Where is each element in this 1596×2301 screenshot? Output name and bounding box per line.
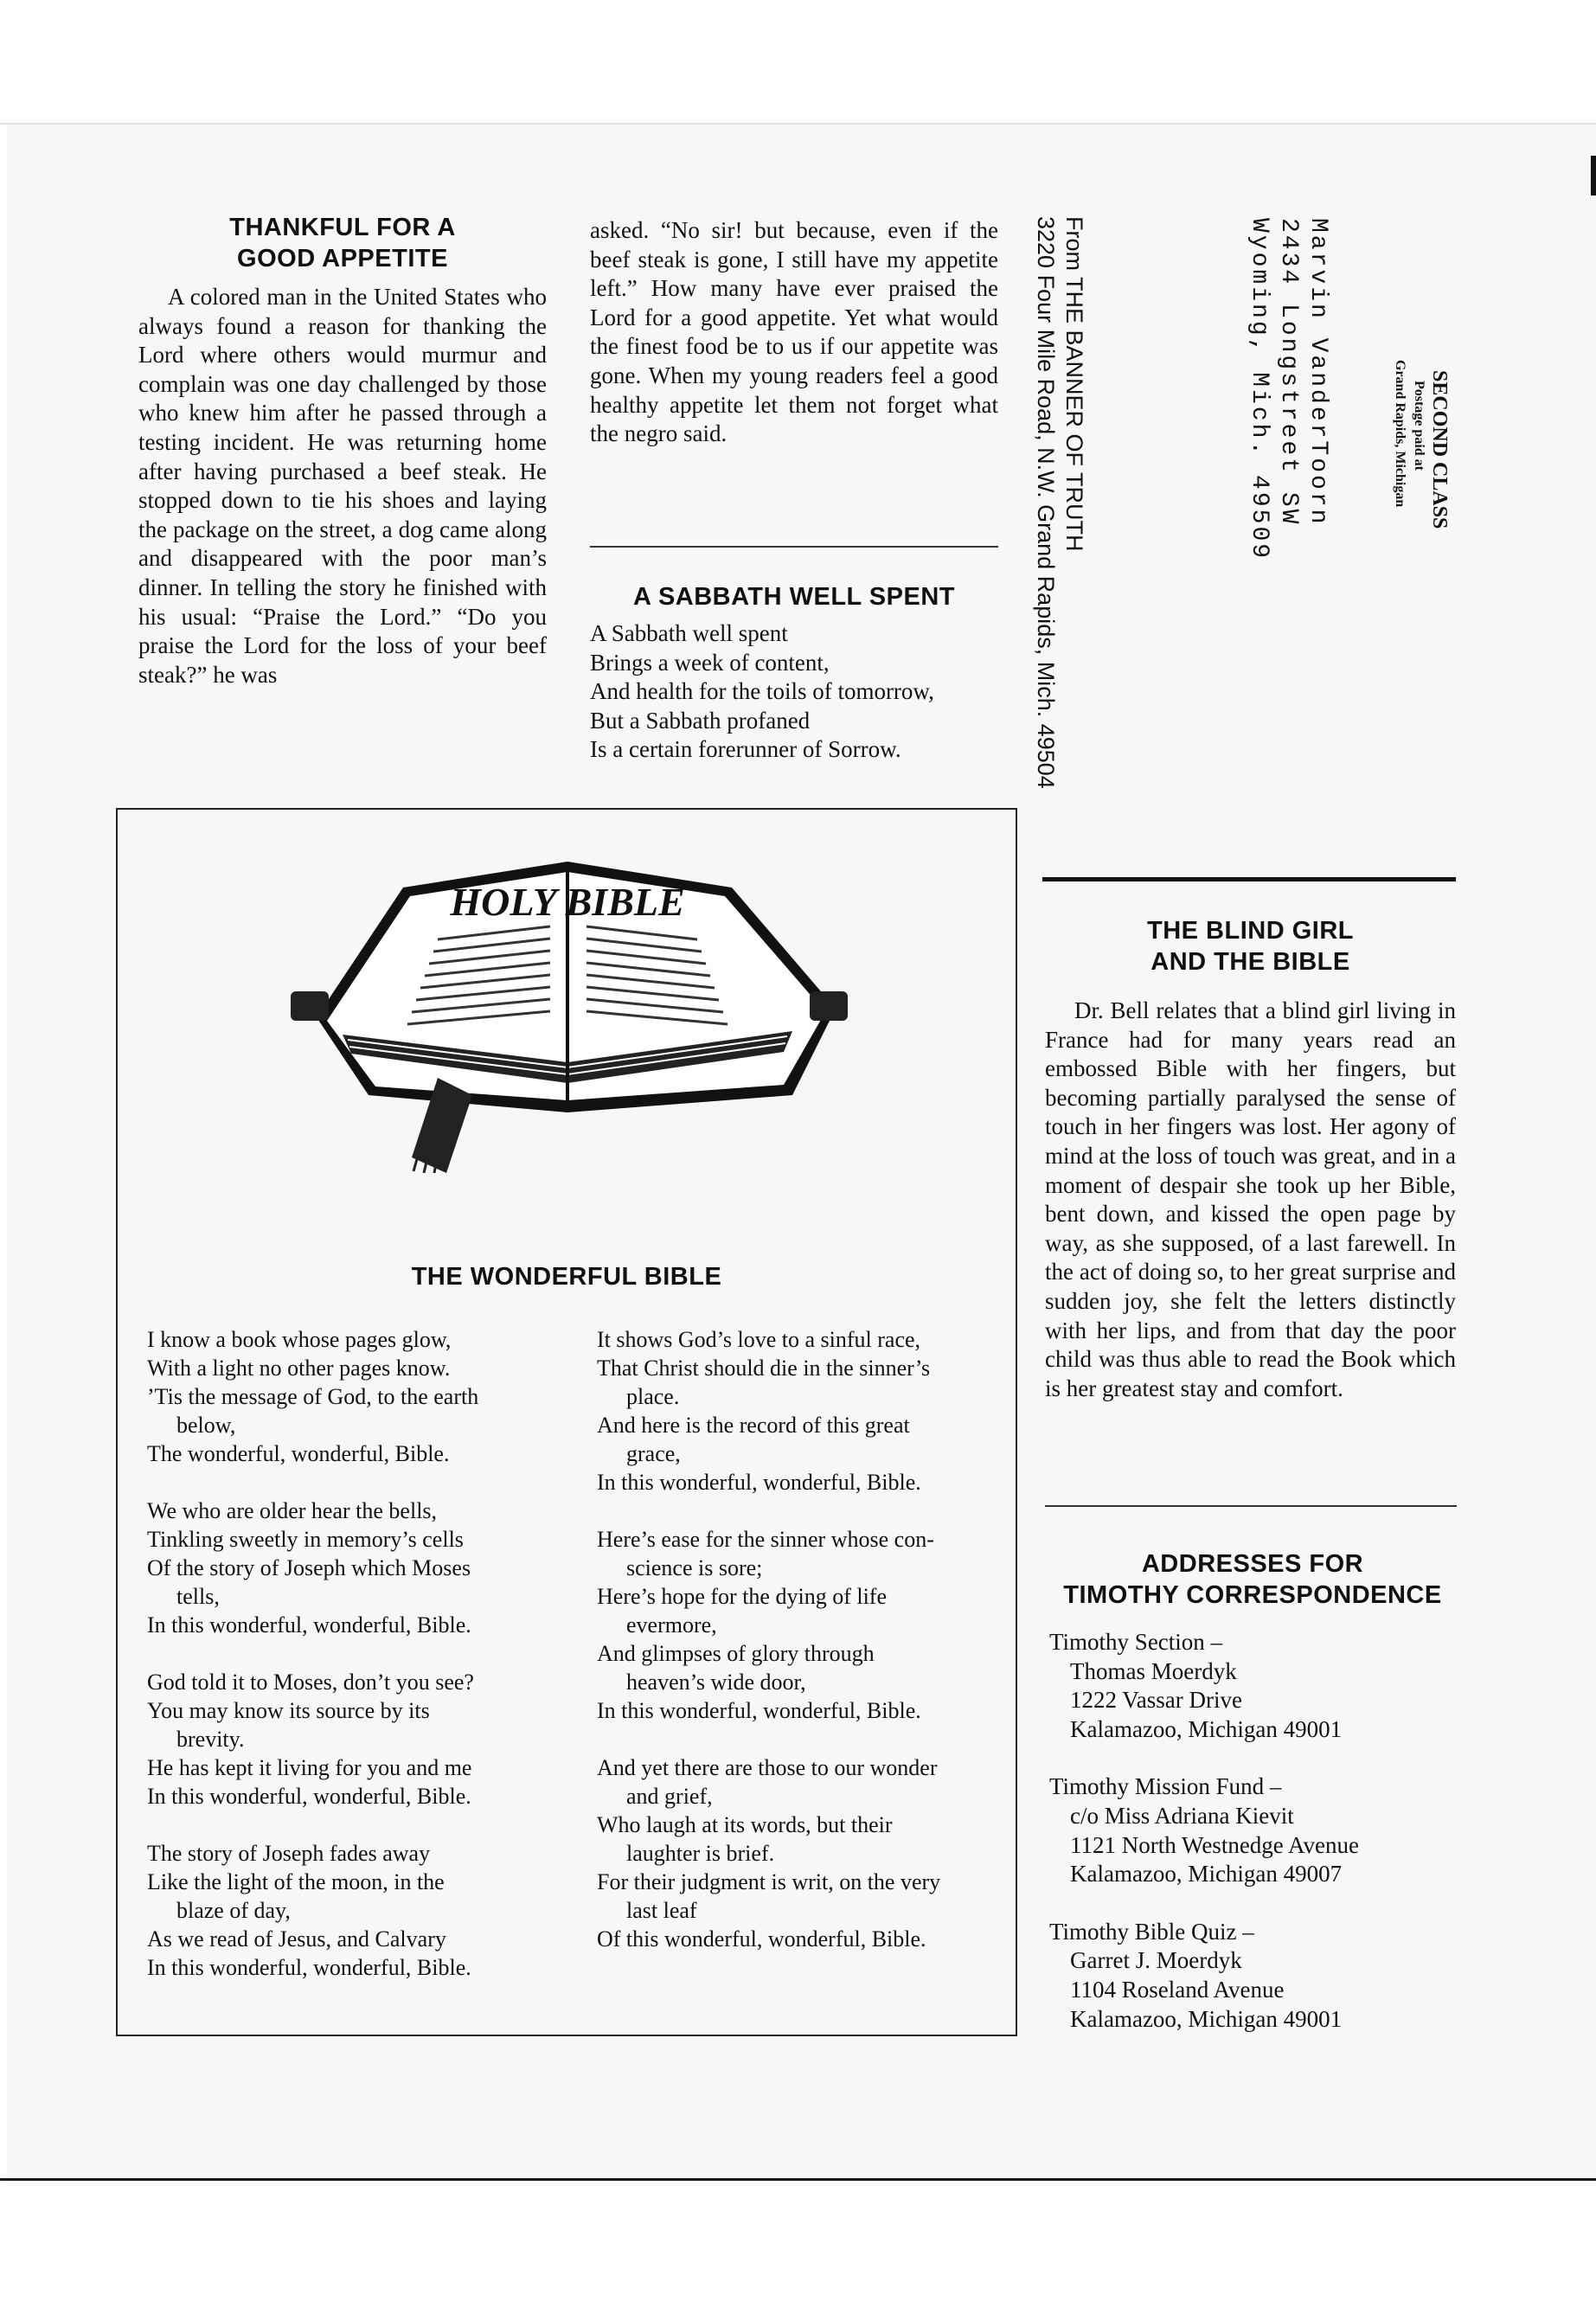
poem-line: In this wonderful, wonderful, Bible. xyxy=(147,1784,471,1809)
blind-girl-heading-line2: AND THE BIBLE xyxy=(1151,948,1350,976)
address-entry xyxy=(1049,1628,1456,1744)
poem-stanza xyxy=(597,1525,1003,1725)
poem-line: And here is the record of this great xyxy=(597,1413,910,1438)
poem-line: laughter is brief. xyxy=(626,1841,775,1866)
poem-line: In this wonderful, wonderful, Bible. xyxy=(147,1612,471,1638)
addresses-divider xyxy=(1045,1505,1457,1507)
poem-line: Tinkling sweetly in memory’s cells xyxy=(147,1527,464,1552)
right-column-divider xyxy=(1042,877,1456,881)
poem-stanza xyxy=(147,1325,557,1468)
poem-line: With a light no other pages know. xyxy=(147,1356,451,1381)
poem-line: The wonderful, wonderful, Bible. xyxy=(147,1441,450,1466)
address-line: 1104 Roseland Avenue xyxy=(1070,1976,1285,2003)
poem-line: Here’s hope for the dying of life xyxy=(597,1584,888,1609)
poem-line: And yet there are those to our wonder xyxy=(597,1755,938,1780)
poem-line: last leaf xyxy=(626,1898,697,1923)
poem-line: and grief, xyxy=(626,1784,713,1809)
blind-girl-section xyxy=(1045,915,1456,1403)
address-line: Kalamazoo, Michigan 49007 xyxy=(1070,1861,1343,1888)
wonderful-bible-title: THE WONDERFUL BIBLE xyxy=(411,1263,722,1291)
address-label: Timothy Mission Fund – xyxy=(1049,1773,1282,1800)
addresses-list xyxy=(1049,1628,1456,2034)
blind-girl-heading-line1: THE BLIND GIRL xyxy=(1147,917,1354,945)
address-label: Timothy Bible Quiz – xyxy=(1049,1918,1254,1945)
from-address-line2: 3220 Four Mile Road, N.W. Grand Rapids, Mich. 49504 xyxy=(1033,216,1059,789)
thankful-paragraph-left xyxy=(138,283,547,689)
poem-line: It shows God’s love to a sinful race, xyxy=(597,1327,921,1352)
poem-line: In this wonderful, wonderful, Bible. xyxy=(147,1955,471,1980)
address-entry xyxy=(1049,1918,1456,2034)
sabbath-poem xyxy=(590,619,998,765)
sabbath-line: Is a certain forerunner of Sorrow. xyxy=(590,736,901,763)
blind-girl-paragraph xyxy=(1045,997,1456,1403)
poem-line: That Christ should die in the sinner’s xyxy=(597,1356,931,1381)
thankful-text-left: A colored man in the United States who always found a reason for thanking the Lord where others would murmur and complain was one day challenged by those who knew him after he passed through a testing incident. He was returning home after having purchased a beef steak. He stopped down to tie his shoes and laying the package on the street, a dog came along and disappeared with the poor man’s dinner. In telling the story he finished with his usual: “Praise the Lord.” “Do you praise the Lord for the loss of your beef steak?” he was xyxy=(138,284,547,688)
blind-girl-text: Dr. Bell relates that a blind girl living in France had for many years read an embossed Bible with her fingers, but becoming partially paralysed the sense of touch in her fingers was lost. Her agony of mind at the loss of touch was great, and in a moment of despair she took up her Bible, bent down, and kissed the open page by way, as she supposed, of a last farewell. In the act of doing so, to her great surprise and sudden joy, she felt the letters distinctly with her lips, and from that day the poor child was thus able to read the Book which is her greatest stay and comfort. xyxy=(1045,997,1456,1401)
poem-line: Who laugh at its words, but their xyxy=(597,1812,893,1837)
poem-line: Of the story of Joseph which Moses xyxy=(147,1555,471,1580)
poem-line: And glimpses of glory through xyxy=(597,1641,875,1666)
thankful-heading-line1: THANKFUL FOR A xyxy=(229,214,456,241)
poem-line: In this wonderful, wonderful, Bible. xyxy=(597,1698,921,1723)
thankful-left-column xyxy=(138,212,547,689)
poem-line: heaven’s wide door, xyxy=(626,1670,806,1695)
recipient-name: Marvin VanderToorn xyxy=(1304,218,1331,527)
wonderful-bible-left-column xyxy=(147,1325,557,1982)
poem-line: For their judgment is writ, on the very xyxy=(597,1869,941,1894)
wonderful-bible-box xyxy=(116,808,1017,2036)
poem-line: blaze of day, xyxy=(176,1898,291,1923)
poem-line: He has kept it living for you and me xyxy=(147,1755,472,1780)
sabbath-line: Brings a week of content, xyxy=(590,649,830,676)
address-line: 1222 Vassar Drive xyxy=(1070,1687,1242,1714)
sabbath-line: And health for the toils of tomorrow, xyxy=(590,678,934,705)
poem-line: brevity. xyxy=(176,1727,245,1752)
poem-line: science is sore; xyxy=(626,1555,763,1580)
address-line: Garret J. Moerdyk xyxy=(1070,1947,1242,1974)
poem-line: God told it to Moses, don’t you see? xyxy=(147,1670,474,1695)
sabbath-heading: A SABBATH WELL SPENT xyxy=(633,583,955,611)
poem-line: The story of Joseph fades away xyxy=(147,1841,431,1866)
sabbath-line: But a Sabbath profaned xyxy=(590,707,811,734)
poem-line: grace, xyxy=(626,1441,681,1466)
poem-line: below, xyxy=(176,1413,236,1438)
address-label: Timothy Section – xyxy=(1049,1629,1223,1655)
from-address-line1: From THE BANNER OF TRUTH xyxy=(1061,216,1087,552)
sabbath-line: A Sabbath well spent xyxy=(590,620,788,646)
wonderful-bible-right-column xyxy=(597,1325,1003,1953)
address-line: Kalamazoo, Michigan 49001 xyxy=(1070,1715,1343,1742)
postage-city-label: Grand Rapids, Michigan xyxy=(1393,360,1407,508)
address-line: c/o Miss Adriana Kievit xyxy=(1070,1802,1294,1829)
address-entry xyxy=(1049,1772,1456,1888)
poem-line: In this wonderful, wonderful, Bible. xyxy=(597,1470,921,1495)
poem-stanza xyxy=(147,1497,557,1639)
scan-edge-mark xyxy=(1591,156,1596,195)
address-line: 1121 North Westnedge Avenue xyxy=(1070,1831,1360,1858)
poem-line: You may know its source by its xyxy=(147,1698,430,1723)
poem-stanza xyxy=(597,1753,1003,1953)
poem-stanza xyxy=(147,1839,557,1982)
thankful-heading-line2: GOOD APPETITE xyxy=(237,245,448,272)
scan-bottom-edge xyxy=(0,2178,1596,2181)
recipient-street: 2434 Longstreet SW xyxy=(1275,218,1302,527)
address-line: Thomas Moerdyk xyxy=(1070,1657,1237,1684)
poem-line: I know a book whose pages glow, xyxy=(147,1327,452,1352)
scan-top-edge xyxy=(0,123,1596,125)
poem-stanza xyxy=(597,1325,1003,1497)
recipient-city: Wyoming, Mich. 49509 xyxy=(1246,218,1272,561)
addresses-section xyxy=(1049,1548,1456,2034)
poem-line: As we read of Jesus, and Calvary xyxy=(147,1926,446,1952)
holy-bible-illustration xyxy=(265,836,870,1173)
poem-line: Here’s ease for the sinner whose con- xyxy=(597,1527,934,1552)
poem-line: ’Tis the message of God, to the earth xyxy=(147,1384,479,1409)
holy-bible-caption: HOLY BIBLE xyxy=(450,880,685,924)
poem-line: We who are older hear the bells, xyxy=(147,1498,438,1523)
thankful-right-column xyxy=(590,216,998,449)
poem-line: Like the light of the moon, in the xyxy=(147,1869,445,1894)
addresses-heading-line1: ADDRESSES FOR xyxy=(1141,1550,1364,1578)
addresses-heading-line2: TIMOTHY CORRESPONDENCE xyxy=(1063,1581,1442,1609)
postage-paid-label: Postage paid at xyxy=(1412,381,1426,471)
poem-line: place. xyxy=(626,1384,680,1409)
thankful-paragraph-right: asked. “No sir! but because, even if the beef steak is gone, I still have my appetite left.” How many have ever praised the Lord for a good appetite. Yet what would the finest food be to us if our appetite was gone. When my young readers feel a good healthy appetite let them not forget what the negro said. xyxy=(590,217,998,447)
poem-stanza xyxy=(147,1668,557,1811)
second-class-label: SECOND CLASS xyxy=(1428,370,1451,529)
sabbath-divider xyxy=(590,546,998,548)
poem-line: evermore, xyxy=(626,1612,717,1638)
sabbath-section xyxy=(590,581,998,765)
poem-line: Of this wonderful, wonderful, Bible. xyxy=(597,1926,926,1952)
poem-line: tells, xyxy=(176,1584,220,1609)
address-line: Kalamazoo, Michigan 49001 xyxy=(1070,2005,1343,2032)
